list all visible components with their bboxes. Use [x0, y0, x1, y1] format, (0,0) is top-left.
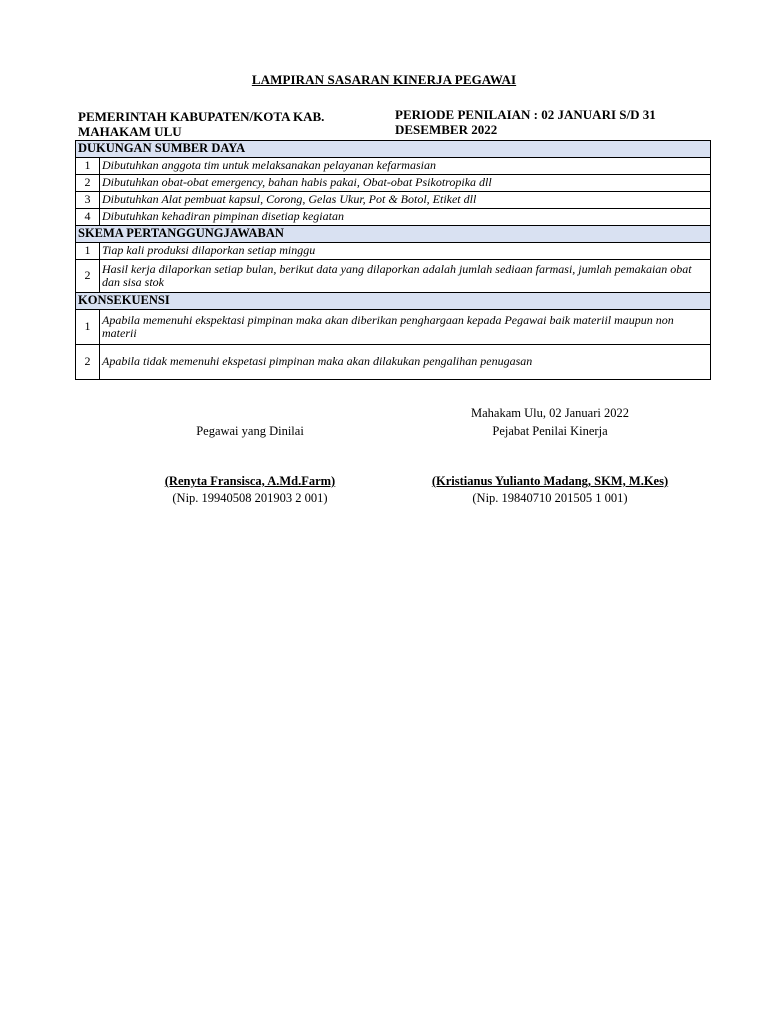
row-text: Dibutuhkan anggota tim untuk melaksanakan pelayanan kefarmasian: [100, 158, 711, 175]
performance-table: [75, 140, 711, 380]
row-text: Dibutuhkan obat-obat emergency, bahan habis pakai, Obat-obat Psikotropika dll: [100, 175, 711, 192]
left-role: Pegawai yang Dinilai: [196, 424, 304, 438]
section-heading-konsekuensi: [76, 293, 711, 310]
row-number: 1: [76, 243, 100, 260]
employer-line-1: PEMERINTAH KABUPATEN/KOTA KAB.: [78, 109, 325, 124]
row-text: Tiap kali produksi dilaporkan setiap minggu: [100, 243, 711, 260]
table-row: [76, 192, 711, 209]
right-signatory-name: (Kristianus Yulianto Madang, SKM, M.Kes): [431, 474, 669, 488]
section-heading-text: SKEMA PERTANGGUNGJAWABAN: [76, 226, 711, 243]
table-row: [76, 243, 711, 260]
left-signatory-nip: (Nip. 19940508 201903 2 001): [172, 491, 328, 505]
section-heading-text: KONSEKUENSI: [76, 293, 711, 310]
period-block: [395, 107, 695, 137]
period-line-1: PERIODE PENILAIAN : 02 JANUARI S/D 31: [395, 107, 656, 122]
row-text: Dibutuhkan Alat pembuat kapsul, Corong, Gelas Ukur, Pot & Botol, Etiket dll: [100, 192, 711, 209]
table-row: [76, 345, 711, 380]
row-text: Hasil kerja dilaporkan setiap bulan, berikut data yang dilaporkan adalah jumlah sediaan farmasi, jumlah pemakaian obat dan sisa stok: [100, 260, 711, 293]
employer-line-2: MAHAKAM ULU: [78, 124, 182, 139]
period-line-2: DESEMBER 2022: [395, 122, 498, 137]
row-text: Dibutuhkan kehadiran pimpinan disetiap kegiatan: [100, 209, 711, 226]
section-heading-dukungan: [76, 141, 711, 158]
right-signatory-block: [410, 473, 690, 507]
row-number: 1: [76, 310, 100, 345]
row-number: 4: [76, 209, 100, 226]
left-signatory-name: (Renyta Fransisca, A.Md.Farm): [164, 474, 336, 488]
row-number: 3: [76, 192, 100, 209]
employer-block: [78, 109, 378, 139]
table-row: [76, 310, 711, 345]
row-text: Apabila tidak memenuhi ekspetasi pimpinan maka akan dilakukan pengalihan penugasan: [100, 345, 711, 380]
section-heading-skema: [76, 226, 711, 243]
place-date: Mahakam Ulu, 02 Januari 2022: [471, 406, 629, 420]
left-signatory-block: [120, 473, 380, 507]
row-number: 1: [76, 158, 100, 175]
right-role: Pejabat Penilai Kinerja: [492, 424, 608, 438]
row-number: 2: [76, 260, 100, 293]
table-row: [76, 209, 711, 226]
section-heading-text: DUKUNGAN SUMBER DAYA: [76, 141, 711, 158]
page-title: LAMPIRAN SASARAN KINERJA PEGAWAI: [251, 72, 517, 87]
row-number: 2: [76, 345, 100, 380]
right-signatory-nip: (Nip. 19840710 201505 1 001): [472, 491, 628, 505]
table-row: [76, 260, 711, 293]
row-number: 2: [76, 175, 100, 192]
table-row: [76, 175, 711, 192]
table-row: [76, 158, 711, 175]
row-text: Apabila memenuhi ekspektasi pimpinan maka akan diberikan penghargaan kepada Pegawai baik materiil maupun non materii: [100, 310, 711, 345]
